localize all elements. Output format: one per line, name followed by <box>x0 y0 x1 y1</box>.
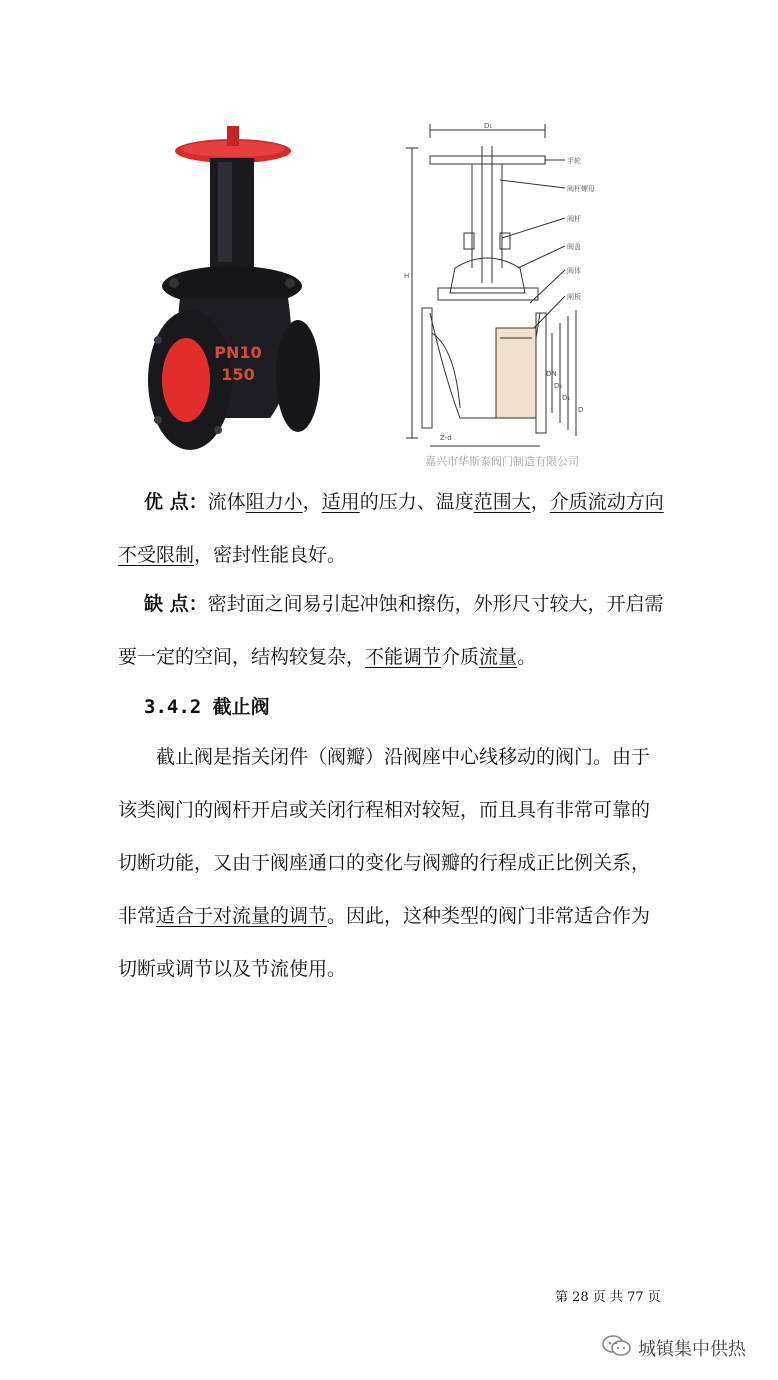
dim-d2-label: D₂ <box>554 382 563 390</box>
gate-valve-drawing <box>400 118 620 470</box>
section-heading: 3.4.2 截止阀 <box>144 696 270 718</box>
gate-valve-photo <box>140 118 340 470</box>
dim-zd-label: Z-d <box>440 434 452 442</box>
account-badge <box>602 1334 746 1362</box>
valve-marking-bottom: 150 <box>221 365 255 384</box>
disadvantages-paragraph: 缺 点：密封面之间易引起冲蚀和擦伤，外形尺寸较大，开启需要一定的空间，结构较复杂，不能调节介质流量。 <box>118 593 664 668</box>
label-gate: 闸板 <box>567 293 581 301</box>
figure-watermark: 嘉兴市华斯泰阀门制造有限公司 <box>425 455 579 468</box>
valve-marking-top: PN10 <box>214 343 262 362</box>
label-bonnet: 阀盖 <box>567 243 581 251</box>
dim-h-label: H <box>404 272 410 280</box>
disadvantages-label: 缺 点： <box>144 593 208 615</box>
label-stem: 阀杆 <box>567 215 581 223</box>
label-body: 阀体 <box>567 267 581 275</box>
label-handwheel: 手轮 <box>567 157 581 165</box>
body-paragraph: 截止阀是指关闭件（阀瓣）沿阀座中心线移动的阀门。由于该类阀门的阀杆开启或关闭行程相对较短，而且具有非常可靠的切断功能，又由于阀座通口的变化与阀瓣的行程成正比例关系，非常适合于对流量的调节。因此，这种类型的阀门非常适合作为切断或调节以及节流使用。 <box>118 746 651 980</box>
label-stem-nut: 阀杆螺母 <box>567 185 595 193</box>
dim-d1-label: D₁ <box>562 394 571 402</box>
page-number: 第 28 页 共 77 页 <box>555 1290 661 1305</box>
account-name: 城镇集中供热 <box>638 1339 746 1360</box>
advantages-label: 优 点： <box>144 491 208 513</box>
dim-d-label: D <box>578 406 584 414</box>
dim-dn-label: DN <box>546 370 557 378</box>
wechat-icon <box>602 1334 632 1362</box>
advantages-paragraph: 优 点：流体阻力小，适用的压力、温度范围大，介质流动方向不受限制，密封性能良好。 <box>118 491 664 566</box>
dim-top-label: D₁ <box>484 122 493 130</box>
